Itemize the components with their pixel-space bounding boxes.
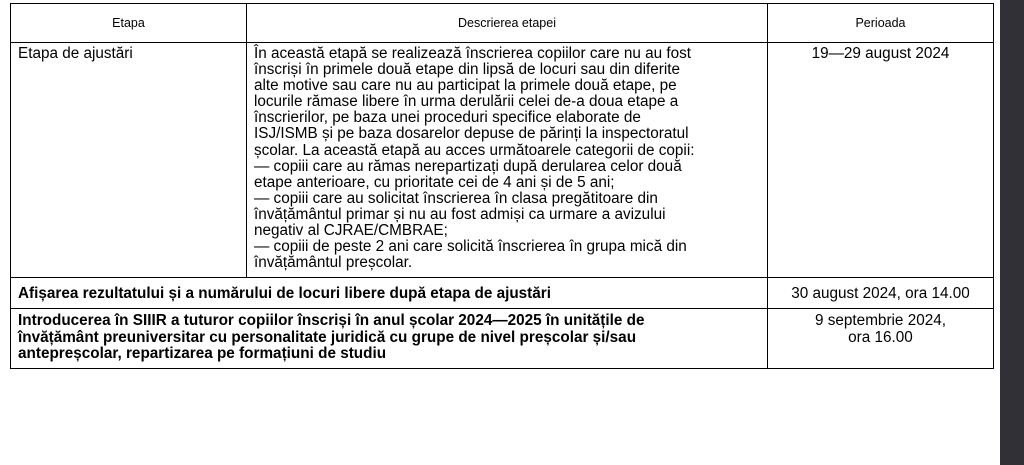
description-line: înscrierilor, pe baza unei proceduri specifice elaborate de <box>254 109 641 127</box>
description-line: învățământul preșcolar. <box>254 254 413 272</box>
description-line: locurile rămase libere în urma derulării celei de-a doua etape a <box>254 93 679 111</box>
header-stage: Etapa <box>11 4 247 43</box>
description-line: învățământul primar și nu au fost admiși ca urmare a avizului <box>254 205 666 223</box>
row1-stage: Etapa de ajustări <box>11 43 247 278</box>
description-line: În această etapă se realizează înscrierea copiilor care nu au fost <box>254 45 692 62</box>
description-line: școlar. La această etapă au acces următoarele categorii de copii: <box>254 141 695 159</box>
description-line: ISJ/ISMB și pe baza dosarelor depuse de părinți la inspectoratul <box>254 125 689 143</box>
header-description: Descrierea etapei <box>247 4 768 43</box>
row2-stage: Afișarea rezultatului și a numărului de locuri libere după etapa de ajustări <box>11 278 768 309</box>
header-row <box>11 4 994 43</box>
row1-period: 19—29 august 2024 <box>768 43 994 278</box>
description-line: negativ al CJRAE/CMBRAE; <box>254 222 448 240</box>
description-line: alte motive sau care nu au participat la primele două etape, pe <box>254 77 677 95</box>
stage-line: învățământ preuniversitar cu personalitate juridică cu grupe de nivel preșcolar și/sau <box>18 328 637 346</box>
row3-stage <box>11 309 768 368</box>
description-line: — copiii care au solicitat înscrierea în clasa pregătitoare din <box>254 189 658 207</box>
description-line: înscriși în primele două etape din lipsă de locuri sau din diferite <box>254 61 680 79</box>
row3-period <box>768 309 994 368</box>
description-line: — copiii de peste 2 ani care solicită înscrierea în grupa mică din <box>254 238 687 256</box>
stage-line: Introducerea în SIIIR a tuturor copiilor înscriși în anul școlar 2024—2025 în unitățile de <box>18 312 645 330</box>
description-line: — copiii care au rămas nerepartizați după derularea celor două <box>254 157 682 175</box>
period-line: 9 septembrie 2024, <box>815 312 946 330</box>
table-row <box>11 43 994 278</box>
row1-description <box>247 43 768 278</box>
table-row <box>11 278 994 309</box>
period-line: ora 16.00 <box>848 328 913 346</box>
description-line: etape anterioare, cu prioritate cei de 4 ani și de 5 ani; <box>254 173 615 191</box>
header-period: Perioada <box>768 4 994 43</box>
row2-period: 30 august 2024, ora 14.00 <box>768 278 994 309</box>
enrollment-schedule-table <box>10 3 994 369</box>
window-edge <box>1000 0 1024 465</box>
table-row <box>11 309 994 368</box>
stage-line: antepreșcolar, repartizarea pe formațiuni de studiu <box>18 344 387 362</box>
